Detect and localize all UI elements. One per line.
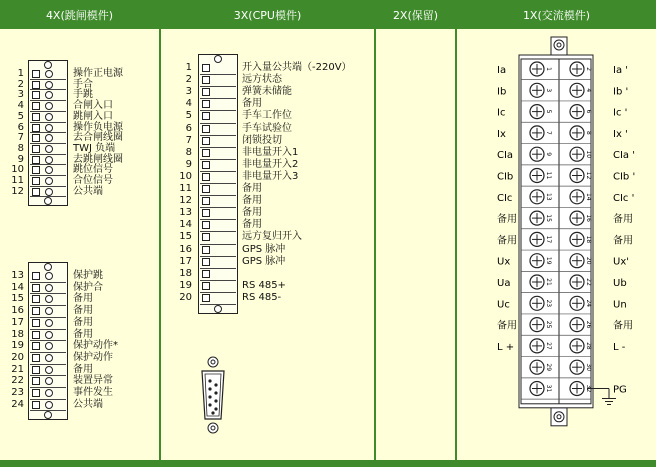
terminal-number: 32 (585, 384, 592, 393)
pin-number: 14 (11, 281, 24, 293)
pin-number: 15 (179, 231, 192, 243)
pin-label: 开入量公共端（-220V） (242, 62, 352, 73)
pin-label: 备用 (242, 195, 262, 207)
pin-number: 18 (11, 328, 24, 340)
pin-label: 保护动作* (73, 340, 118, 352)
header-3x: 3X(CPU模件) (161, 0, 374, 29)
terminal-number: 21 (545, 278, 552, 286)
terminal-label-right: CIc ' (613, 192, 635, 204)
terminal-square-icon (202, 197, 210, 205)
row-divider (30, 410, 66, 411)
terminal-label-left: CIc (497, 192, 513, 204)
pin-label: 保护动作 (73, 351, 113, 363)
terminal-label-right: L - (613, 341, 626, 353)
pin-label: GPS 脉冲 (242, 255, 286, 267)
terminal-number: 7 (545, 130, 552, 135)
mount-hole-icon (554, 412, 564, 422)
row-divider (30, 375, 66, 376)
row-divider (30, 364, 66, 365)
pin-number: 9 (185, 158, 192, 170)
terminal-number: 4 (585, 88, 592, 93)
terminal-label-left: Ib (497, 86, 507, 98)
row-divider (200, 183, 236, 184)
terminal-number: 26 (585, 320, 592, 329)
pin-label: TWJ 负端 (73, 142, 116, 154)
terminal-number: 2 (585, 67, 592, 71)
row-divider (200, 231, 236, 232)
terminal-label-left: Uc (497, 299, 510, 311)
pin-number: 9 (17, 153, 24, 165)
row-divider (30, 122, 66, 123)
header-1x: 1X(交流模件) (457, 0, 656, 29)
pin-number: 13 (11, 270, 24, 281)
row-divider (200, 159, 236, 160)
terminal-square-icon (202, 221, 210, 229)
row-divider (30, 89, 66, 90)
terminal-screw-icon (45, 124, 53, 132)
terminal-square-icon (32, 354, 40, 362)
pin-number: 10 (11, 164, 24, 176)
row-divider (30, 329, 66, 330)
header-2x: 2X(保留) (376, 0, 455, 29)
pin-number: 3 (17, 89, 24, 101)
terminal-square-icon (32, 113, 40, 121)
terminal-screw-icon (45, 366, 53, 374)
row-divider (200, 304, 236, 305)
pin-label: 保护跳 (73, 270, 103, 281)
terminal-square-icon (32, 70, 40, 78)
terminal-square-icon (202, 282, 210, 290)
terminal-number: 27 (545, 342, 552, 350)
pin-label: 去合闸线圈 (73, 132, 123, 144)
terminal-screw-icon (45, 284, 53, 292)
terminal-square-icon (202, 294, 210, 302)
terminal-number: 13 (545, 192, 552, 201)
pin-number: 20 (179, 291, 192, 303)
terminal-number: 18 (585, 235, 592, 244)
terminal-label-left: CIb (497, 171, 514, 183)
terminal-square-icon (32, 377, 40, 385)
pin-label: 备用 (73, 328, 93, 340)
pin-label: 非电量开入3 (242, 170, 299, 182)
terminal-square-icon (202, 125, 210, 133)
terminal-square-icon (32, 295, 40, 303)
pin-label: 弹簧未储能 (242, 86, 292, 98)
pin-number: 2 (17, 78, 24, 90)
mount-hole-icon (554, 40, 564, 50)
pin-number: 16 (11, 305, 24, 317)
terminal-number: 1 (545, 67, 552, 71)
pin-number: 5 (185, 110, 192, 122)
terminal-square-icon (32, 342, 40, 350)
row-divider (30, 352, 66, 353)
pin-label: 备用 (242, 183, 262, 194)
pin-number: 22 (11, 375, 24, 387)
row-divider (200, 123, 236, 124)
terminal-square-icon (32, 156, 40, 164)
pin-label: 远方复归开入 (242, 231, 302, 243)
pin-number: 10 (179, 170, 192, 182)
terminal-square-icon (202, 246, 210, 254)
terminal-screw-icon (45, 156, 53, 164)
pin-label: 非电量开入2 (242, 158, 299, 170)
terminal-screw-icon (45, 81, 53, 89)
terminal-screw-icon (45, 401, 53, 409)
pin-number: 11 (179, 183, 192, 194)
db9-connector-icon (193, 355, 233, 435)
pin-number: 8 (185, 146, 192, 158)
terminal-number: 31 (545, 384, 552, 393)
pin-number: 21 (11, 363, 24, 375)
pin-label: 合闸入口 (73, 100, 113, 112)
pin-number: 19 (179, 279, 192, 291)
mount-hole-icon (214, 55, 222, 63)
terminal-square-icon (32, 134, 40, 142)
terminal-square-icon (202, 88, 210, 96)
terminal-screw-icon (45, 319, 53, 327)
terminal-square-icon (202, 233, 210, 241)
row-divider (200, 110, 236, 111)
header-4x: 4X(跳闸模件) (0, 0, 159, 29)
terminal-square-icon (202, 270, 210, 278)
row-divider (30, 143, 66, 144)
terminal-number: 17 (545, 235, 552, 244)
row-divider (30, 387, 66, 388)
module-1x (457, 29, 656, 460)
row-divider (200, 147, 236, 148)
terminal-label-right: PG (613, 384, 627, 396)
terminal-square-icon (202, 64, 210, 72)
pin-number: 15 (11, 293, 24, 305)
row-divider (30, 282, 66, 283)
pin-number: 20 (11, 351, 24, 363)
terminal-number: 10 (585, 150, 592, 159)
pin-number: 11 (11, 175, 24, 186)
pin-number: 16 (179, 243, 192, 255)
terminal-label-left: 备用 (497, 235, 517, 247)
row-divider (200, 280, 236, 281)
terminal-number: 30 (585, 363, 592, 372)
pin-label: 公共端 (73, 185, 103, 197)
row-divider (200, 74, 236, 75)
terminal-square-icon (202, 76, 210, 84)
row-divider (30, 196, 66, 197)
terminal-number: 6 (585, 109, 592, 114)
terminal-number: 11 (545, 171, 552, 180)
terminal-square-icon (202, 149, 210, 157)
terminal-number: 16 (585, 214, 592, 222)
terminal-square-icon (202, 137, 210, 145)
terminal-number: 20 (585, 256, 592, 265)
row-divider (200, 86, 236, 87)
pin-label: 远方状态 (242, 74, 282, 86)
row-divider (30, 164, 66, 165)
row-divider (30, 317, 66, 318)
terminal-number: 12 (585, 171, 592, 180)
row-divider (30, 111, 66, 112)
pin-number: 8 (17, 142, 24, 154)
terminal-number: 14 (585, 192, 592, 201)
terminal-square-icon (202, 100, 210, 108)
row-divider (30, 340, 66, 341)
row-divider (30, 154, 66, 155)
terminal-square-icon (202, 209, 210, 217)
terminal-screw-icon (45, 272, 53, 280)
terminal-square-icon (202, 258, 210, 266)
pin-label: 备用 (242, 219, 262, 231)
pin-label: 去跳闸线圈 (73, 153, 123, 165)
terminal-number: 5 (545, 109, 552, 114)
pin-number: 12 (11, 185, 24, 197)
pin-label: 操作负电源 (73, 121, 123, 133)
pin-label: 备用 (73, 293, 93, 305)
terminal-screw-icon (45, 331, 53, 339)
pin-label: RS 485- (242, 291, 282, 303)
terminal-square-icon (32, 188, 40, 196)
pin-label: 闭锁投切 (242, 134, 282, 146)
pin-number: 6 (17, 121, 24, 133)
row-divider (30, 100, 66, 101)
pin-label: 事件发生 (73, 387, 113, 398)
terminal-number: 25 (545, 320, 552, 329)
pin-label: 手合 (73, 78, 93, 90)
pin-label: 备用 (242, 98, 262, 110)
terminal-label-right: Ub (613, 278, 627, 289)
terminal-label-right: 备用 (613, 235, 633, 247)
terminal-number: 8 (585, 130, 592, 135)
terminal-screw-icon (45, 389, 53, 397)
pin-label: 备用 (242, 207, 262, 219)
row-divider (200, 207, 236, 208)
mount-hole-icon (44, 263, 52, 271)
row-divider (30, 399, 66, 400)
pin-label: 操作正电源 (73, 68, 123, 79)
bottom-bar (0, 460, 656, 467)
row-divider (200, 268, 236, 269)
terminal-square-icon (202, 173, 210, 181)
pin-number: 7 (185, 134, 192, 146)
terminal-label-right: Ic ' (613, 107, 628, 119)
terminal-square-icon (202, 161, 210, 169)
terminal-screw-icon (45, 113, 53, 121)
pin-label: 公共端 (73, 398, 103, 410)
terminal-screw-icon (45, 70, 53, 78)
pin-label: 手车试验位 (242, 122, 292, 134)
row-divider (30, 305, 66, 306)
terminal-square-icon (202, 112, 210, 120)
terminal-square-icon (32, 145, 40, 153)
terminal-square-icon (32, 272, 40, 280)
terminal-square-icon (32, 124, 40, 132)
pin-number: 1 (17, 68, 24, 79)
mount-hole-icon (214, 305, 222, 313)
terminal-square-icon (32, 307, 40, 315)
pin-number: 14 (179, 219, 192, 231)
terminal-square-icon (32, 331, 40, 339)
row-divider (200, 171, 236, 172)
terminal-number: 19 (545, 256, 552, 265)
pin-label: 备用 (73, 305, 93, 317)
pin-number: 5 (17, 110, 24, 122)
terminal-label-left: 备用 (497, 214, 517, 226)
terminal-square-icon (32, 177, 40, 185)
pin-label: 跳闸入口 (73, 110, 113, 122)
terminal-screw-icon (45, 145, 53, 153)
pin-number: 1 (185, 62, 192, 73)
row-divider (30, 79, 66, 80)
terminal-square-icon (32, 401, 40, 409)
terminal-square-icon (32, 91, 40, 99)
terminal-square-icon (32, 166, 40, 174)
pin-number: 13 (179, 207, 192, 219)
pin-number: 24 (11, 398, 24, 410)
row-divider (200, 256, 236, 257)
terminal-label-left: Ic (497, 107, 506, 119)
pin-number: 2 (185, 74, 192, 86)
terminal-square-icon (32, 366, 40, 374)
pin-number: 17 (179, 255, 192, 267)
terminal-label-left: 备用 (497, 320, 517, 332)
terminal-label-left: Ua (497, 278, 511, 289)
mount-hole-icon (44, 61, 52, 69)
pin-number: 7 (17, 132, 24, 144)
terminal-label-left: Ia (497, 65, 507, 76)
pin-number: 6 (185, 122, 192, 134)
terminal-square-icon (32, 389, 40, 397)
terminal-number: 23 (545, 299, 552, 308)
terminal-label-left: L + (497, 341, 515, 353)
pin-label: 跳位信号 (73, 164, 113, 176)
terminal-square-icon (32, 284, 40, 292)
terminal-label-right: Ib ' (613, 86, 629, 98)
terminal-screw-icon (45, 177, 53, 185)
terminal-number: 28 (585, 342, 592, 350)
terminal-label-left: Ix (497, 128, 506, 140)
terminal-label-right: Ia ' (613, 65, 629, 76)
pin-number: 12 (179, 195, 192, 207)
pin-number: 4 (17, 100, 24, 112)
terminal-number: 29 (545, 363, 552, 372)
row-divider (200, 98, 236, 99)
terminal-number: 15 (545, 214, 552, 222)
pin-label: 手跳 (73, 89, 93, 101)
pin-label: 备用 (73, 363, 93, 375)
column-divider (159, 0, 161, 467)
terminal-screw-icon (45, 354, 53, 362)
terminal-square-icon (32, 81, 40, 89)
pin-label: 装置异常 (73, 375, 113, 387)
terminal-square-icon (32, 319, 40, 327)
pin-label: 备用 (73, 316, 93, 328)
row-divider (200, 219, 236, 220)
pin-label: 保护合 (73, 281, 103, 293)
terminal-number: 3 (545, 88, 552, 93)
terminal-label-right: Ix ' (613, 128, 628, 140)
terminal-square-icon (32, 102, 40, 110)
row-divider (200, 292, 236, 293)
terminal-label-right: Un (613, 299, 627, 311)
row-divider (30, 186, 66, 187)
pin-label: RS 485+ (242, 279, 286, 291)
terminal-number: 22 (585, 278, 592, 286)
pin-number: 17 (11, 316, 24, 328)
terminal-label-right: Ux' (613, 256, 629, 268)
row-divider (30, 132, 66, 133)
pin-label: 非电量开入1 (242, 146, 299, 158)
pin-number: 23 (11, 387, 24, 398)
column-divider (374, 0, 376, 467)
pin-label: 合位信号 (73, 175, 113, 186)
pin-number: 3 (185, 86, 192, 98)
terminal-number: 9 (545, 152, 552, 157)
terminal-number: 24 (585, 299, 592, 308)
row-divider (200, 244, 236, 245)
pin-number: 19 (11, 340, 24, 352)
pin-label: 手车工作位 (242, 110, 292, 122)
terminal-label-right: CIa ' (613, 150, 635, 162)
pin-label: GPS 脉冲 (242, 243, 286, 255)
pin-number: 4 (185, 98, 192, 110)
row-divider (200, 195, 236, 196)
terminal-label-left: CIa (497, 150, 514, 162)
row-divider (30, 293, 66, 294)
terminal-label-right: 备用 (613, 320, 633, 332)
terminal-label-right: 备用 (613, 214, 633, 226)
terminal-label-right: CIb ' (613, 171, 636, 183)
pin-number: 18 (179, 267, 192, 279)
terminal-square-icon (202, 185, 210, 193)
terminal-label-left: Ux (497, 256, 511, 268)
terminal-screw-icon (45, 188, 53, 196)
row-divider (30, 175, 66, 176)
row-divider (200, 135, 236, 136)
